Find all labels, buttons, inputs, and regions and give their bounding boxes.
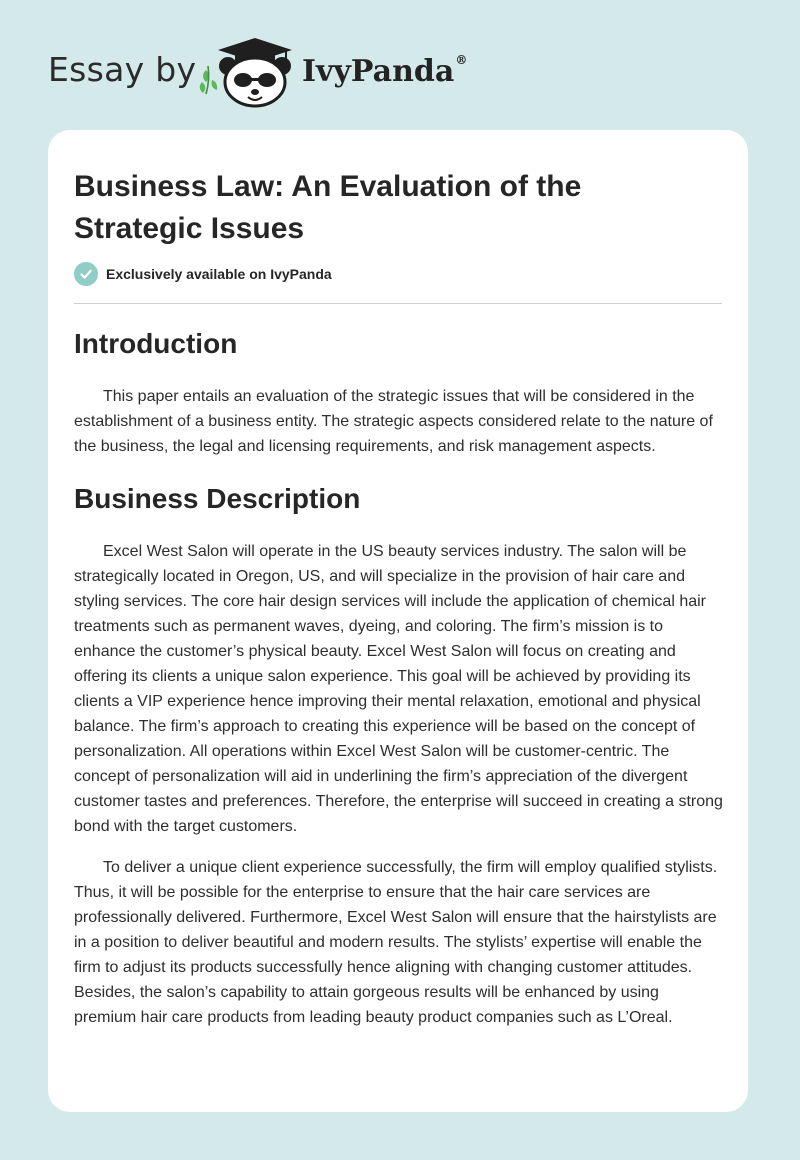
section-heading-business-description: Business Description	[74, 483, 361, 514]
divider	[74, 303, 722, 304]
paragraph: This paper entails an evaluation of the strategic issues that will be considered in the establishment of a business entity. The strategic aspects considered relate to the nature of the business, the legal and licensing requirements, and risk management aspects.	[74, 388, 713, 455]
brand-name[interactable]	[302, 54, 467, 89]
essay-body	[74, 324, 724, 1030]
checkmark-icon	[74, 262, 98, 286]
section-heading-introduction: Introduction	[74, 328, 238, 359]
essay-card	[48, 130, 748, 1112]
paragraph: To deliver a unique client experience successfully, the firm will employ qualified stylists. Thus, it will be possible for the enterprise to ensure that the hair care services are professionally delivered. Furthermore, Excel West Salon will ensure that the hairstylists are in a position to deliver beautiful and modern results. The stylists’ expertise will enable the firm to adjust its products successfully hence aligning with changing customer attitudes. Besides, the salon’s capability to attain gorgeous results will be enhanced by using premium hair care products from leading beauty product companies such as L’Oreal.	[74, 859, 718, 1026]
site-header	[48, 36, 548, 108]
page-title: Business Law: An Evaluation of the Strategic Issues	[74, 170, 582, 245]
essay-by-label: Essay by	[48, 50, 197, 89]
brand-text: IvyPanda	[302, 54, 455, 89]
panda-logo-icon[interactable]	[198, 36, 296, 108]
paragraph: Excel West Salon will operate in the US beauty services industry. The salon will be strategically located in Oregon, US, and will specialize in the provision of hair care and styling services. The core hair design services will include the application of chemical hair treatments such as permanent waves, dyeing, and coloring. The firm’s mission is to enhance the customer’s physical beauty. Excel West Salon will focus on creating and offering its clients a unique salon experience. This goal will be achieved by providing its clients a VIP experience hence improving their mental relaxation, emotional and physical balance. The firm’s approach to creating this experience will be based on the concept of personalization. All operations within Excel West Salon will be customer-centric. The concept of personalization will aid in underlining the firm’s appreciation of the divergent customer tastes and preferences. Therefore, the enterprise will succeed in creating a strong bond with the target customers.	[74, 543, 723, 835]
exclusive-badge	[74, 262, 332, 286]
registered-mark: ®	[455, 53, 468, 67]
badge-text: Exclusively available on IvyPanda	[106, 266, 332, 282]
